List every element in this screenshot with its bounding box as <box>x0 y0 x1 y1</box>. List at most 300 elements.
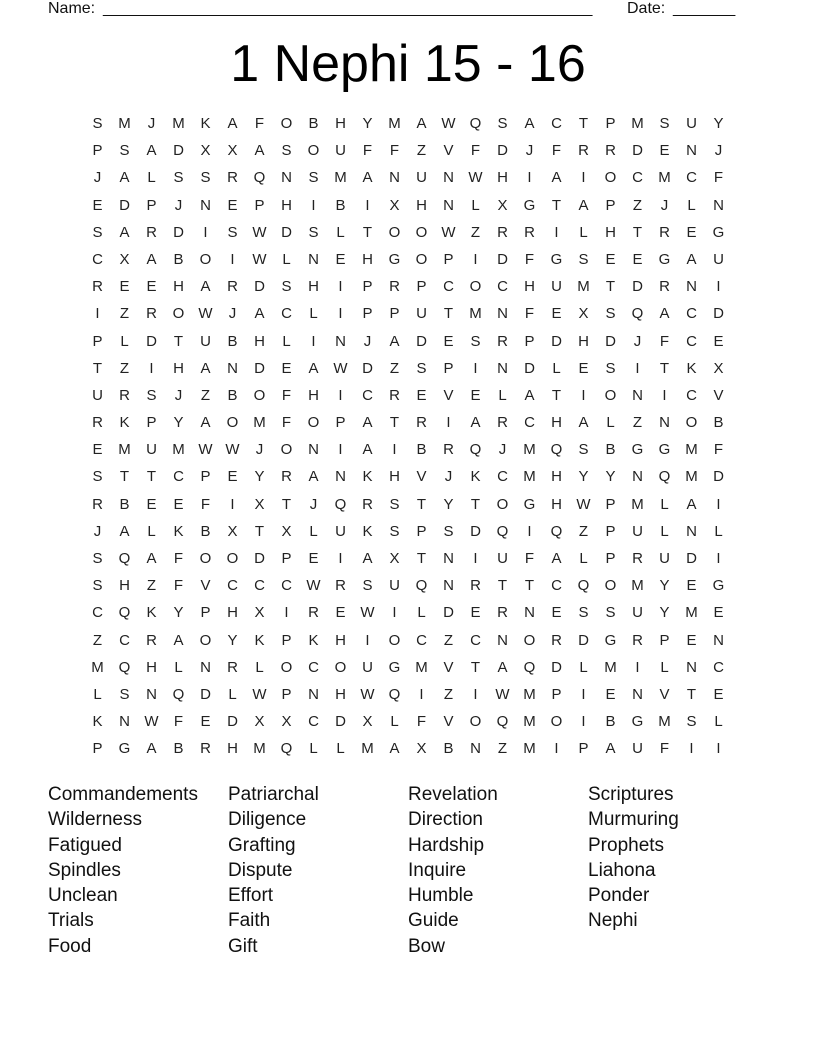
word-list-item: Revelation <box>408 784 498 805</box>
grid-letter: Q <box>415 577 428 595</box>
grid-letter: N <box>308 441 319 459</box>
grid-letter: O <box>199 631 212 649</box>
grid-letter: L <box>147 169 156 187</box>
grid-letter: J <box>444 468 453 486</box>
grid-row <box>84 549 732 576</box>
word-list-item: Trials <box>48 910 94 932</box>
grid-letter: A <box>578 414 589 432</box>
grid-letter: V <box>713 386 724 404</box>
grid-letter: R <box>659 223 670 241</box>
grid-letter: R <box>146 305 157 323</box>
grid-letter: H <box>362 250 373 268</box>
grid-letter: Q <box>334 495 347 513</box>
grid-letter: X <box>254 604 265 622</box>
grid-letter: L <box>147 522 156 540</box>
grid-letter: H <box>335 115 346 132</box>
grid-letter: D <box>173 223 184 241</box>
grid-letter: L <box>714 522 723 540</box>
grid-letter: N <box>308 685 319 703</box>
grid-letter: M <box>253 414 266 432</box>
grid-letter: S <box>362 577 373 595</box>
grid-letter: N <box>335 332 346 350</box>
grid-letter: U <box>200 332 211 350</box>
grid-letter: I <box>473 359 478 377</box>
grid-letter: C <box>362 386 373 404</box>
grid-letter: I <box>554 740 559 758</box>
grid-letter: Z <box>470 223 481 241</box>
grid-letter: O <box>523 631 536 649</box>
grid-letter: I <box>338 305 343 323</box>
grid-letter: S <box>659 115 670 132</box>
grid-letter: K <box>254 631 265 649</box>
grid-letter: D <box>362 359 373 377</box>
grid-letter: O <box>253 386 266 404</box>
grid-letter: H <box>335 685 346 703</box>
grid-letter: P <box>605 550 616 567</box>
grid-letter: A <box>146 250 157 268</box>
grid-letter: A <box>605 740 616 758</box>
grid-letter: B <box>173 250 184 268</box>
grid-letter: N <box>686 658 697 676</box>
grid-letter: I <box>581 169 586 187</box>
word-list-item: Scriptures <box>588 784 674 805</box>
grid-letter: X <box>578 305 589 323</box>
grid-letter: N <box>443 169 454 187</box>
grid-letter: A <box>119 169 130 187</box>
grid-letter: V <box>416 468 427 486</box>
grid-letter: N <box>443 550 454 567</box>
grid-letter: E <box>443 332 454 350</box>
grid-row <box>84 277 732 304</box>
grid-letter: G <box>712 223 725 241</box>
grid-letter: O <box>469 713 482 731</box>
grid-letter: U <box>632 604 643 622</box>
grid-letter: D <box>443 604 454 622</box>
grid-letter: P <box>362 305 373 323</box>
grid-letter: S <box>308 169 319 187</box>
grid-row <box>84 332 732 359</box>
grid-letter: P <box>146 414 157 432</box>
grid-letter: A <box>362 414 373 432</box>
grid-letter: W <box>495 685 510 703</box>
grid-letter: V <box>443 386 454 404</box>
grid-letter: U <box>497 550 508 567</box>
grid-letter: H <box>308 386 319 404</box>
grid-letter: X <box>362 713 373 731</box>
word-list-item: Murmuring <box>588 809 679 831</box>
word-column <box>588 782 768 959</box>
grid-letter: D <box>416 332 427 350</box>
grid-letter: I <box>716 740 721 758</box>
grid-letter: A <box>119 522 130 540</box>
grid-letter: Y <box>605 468 616 486</box>
grid-letter: Y <box>173 604 184 622</box>
grid-letter: E <box>227 468 238 486</box>
grid-letter: P <box>659 631 670 649</box>
grid-letter: I <box>149 359 154 377</box>
grid-letter: E <box>173 495 184 513</box>
grid-letter: A <box>551 550 562 567</box>
grid-letter: M <box>172 115 185 132</box>
grid-letter: P <box>335 414 346 432</box>
grid-letter: J <box>525 142 534 160</box>
grid-letter: C <box>92 250 103 268</box>
grid-letter: O <box>280 658 293 676</box>
grid-letter: E <box>713 604 724 622</box>
grid-letter: T <box>659 359 670 377</box>
grid-letter: R <box>443 441 454 459</box>
grid-letter: L <box>579 223 588 241</box>
grid-letter: H <box>119 577 130 595</box>
grid-letter: P <box>578 740 589 758</box>
grid-letter: C <box>308 713 319 731</box>
grid-letter: W <box>441 223 456 241</box>
grid-letter: N <box>713 196 724 214</box>
grid-letter: B <box>416 441 427 459</box>
grid-letter: P <box>605 196 616 214</box>
grid-letter: R <box>497 223 508 241</box>
grid-letter: S <box>389 522 400 540</box>
grid-letter: X <box>254 495 265 513</box>
grid-letter: S <box>578 441 589 459</box>
letter-grid <box>84 114 732 767</box>
grid-letter: W <box>252 250 267 268</box>
grid-row <box>84 250 732 277</box>
grid-letter: E <box>605 685 616 703</box>
grid-letter: S <box>92 577 103 595</box>
grid-letter: T <box>416 550 427 567</box>
grid-letter: T <box>524 577 535 595</box>
grid-letter: P <box>92 740 103 758</box>
grid-letter: A <box>146 142 157 160</box>
grid-letter: F <box>659 740 670 758</box>
grid-letter: A <box>254 305 265 323</box>
grid-letter: D <box>605 332 616 350</box>
grid-letter: K <box>173 522 184 540</box>
grid-letter: N <box>632 468 643 486</box>
grid-letter: R <box>362 495 373 513</box>
grid-letter: T <box>173 332 184 350</box>
word-list-item: Inquire <box>408 859 467 881</box>
grid-letter: L <box>498 386 507 404</box>
grid-letter: P <box>92 332 103 350</box>
grid-letter: Q <box>280 740 293 758</box>
grid-letter: T <box>416 495 427 513</box>
grid-letter: O <box>685 414 698 432</box>
grid-letter: W <box>360 685 375 703</box>
grid-letter: I <box>311 332 316 350</box>
grid-letter: C <box>470 631 481 649</box>
grid-letter: C <box>173 468 184 486</box>
grid-letter: J <box>255 441 264 459</box>
grid-letter: L <box>660 522 669 540</box>
grid-letter: E <box>551 305 562 323</box>
grid-letter: A <box>362 550 373 567</box>
grid-letter: P <box>443 250 454 268</box>
grid-letter: Q <box>172 685 185 703</box>
grid-letter: S <box>92 550 103 567</box>
grid-letter: N <box>200 196 211 214</box>
grid-letter: O <box>604 386 617 404</box>
grid-letter: N <box>146 685 157 703</box>
grid-letter: W <box>225 441 240 459</box>
grid-letter: U <box>632 522 643 540</box>
grid-letter: V <box>443 658 454 676</box>
grid-letter: R <box>524 223 535 241</box>
grid-letter: L <box>93 685 102 703</box>
grid-letter: C <box>443 278 454 296</box>
grid-row <box>84 141 732 168</box>
grid-letter: O <box>226 414 239 432</box>
grid-letter: S <box>686 713 697 731</box>
grid-letter: I <box>527 169 532 187</box>
word-list-item: Faith <box>228 910 271 932</box>
grid-letter: F <box>524 250 535 268</box>
grid-letter: M <box>361 740 374 758</box>
grid-letter: N <box>308 250 319 268</box>
grid-letter: G <box>523 495 536 513</box>
word-list-item: Direction <box>408 809 483 831</box>
grid-letter: B <box>443 740 454 758</box>
grid-letter: P <box>362 278 373 296</box>
grid-letter: I <box>635 658 640 676</box>
grid-letter: W <box>576 495 591 513</box>
grid-letter: F <box>254 115 265 132</box>
grid-letter: D <box>713 468 724 486</box>
grid-letter: M <box>631 115 644 132</box>
grid-letter: E <box>686 631 697 649</box>
grid-letter: U <box>335 142 346 160</box>
grid-letter: F <box>173 550 184 567</box>
grid-letter: J <box>93 169 102 187</box>
grid-letter: X <box>227 142 238 160</box>
grid-letter: O <box>388 223 401 241</box>
grid-letter: W <box>198 441 213 459</box>
grid-letter: Q <box>118 604 131 622</box>
grid-letter: R <box>605 142 616 160</box>
grid-letter: I <box>230 250 235 268</box>
date-label: Date: <box>627 0 666 17</box>
grid-letter: Z <box>443 631 454 649</box>
grid-letter: E <box>659 142 670 160</box>
grid-letter: R <box>92 495 103 513</box>
grid-letter: X <box>389 550 400 567</box>
grid-letter: H <box>281 196 292 214</box>
grid-letter: F <box>524 550 535 567</box>
grid-letter: M <box>523 713 536 731</box>
grid-letter: M <box>604 658 617 676</box>
grid-letter: L <box>282 332 291 350</box>
grid-letter: P <box>605 115 616 132</box>
grid-letter: X <box>227 522 238 540</box>
grid-letter: L <box>579 550 588 567</box>
grid-letter: E <box>416 386 427 404</box>
grid-letter: G <box>658 250 671 268</box>
grid-letter: K <box>308 631 319 649</box>
grid-letter: D <box>470 522 481 540</box>
grid-row <box>84 576 732 603</box>
grid-letter: O <box>199 550 212 567</box>
grid-letter: M <box>388 115 401 132</box>
grid-letter: L <box>309 522 318 540</box>
word-list-item: Commandements <box>48 784 198 805</box>
grid-letter: Q <box>496 713 509 731</box>
grid-letter: E <box>578 359 589 377</box>
grid-letter: T <box>389 414 400 432</box>
grid-letter: N <box>632 685 643 703</box>
grid-letter: N <box>227 359 238 377</box>
grid-letter: H <box>578 332 589 350</box>
grid-letter: M <box>658 713 671 731</box>
grid-letter: E <box>470 386 481 404</box>
grid-letter: Y <box>173 414 184 432</box>
word-list-item: Prophets <box>588 834 665 856</box>
grid-letter: I <box>473 685 478 703</box>
grid-letter: W <box>441 115 456 132</box>
grid-letter: D <box>281 223 292 241</box>
grid-letter: F <box>173 713 184 731</box>
grid-letter: F <box>281 414 292 432</box>
grid-letter: Y <box>578 468 589 486</box>
grid-letter: S <box>119 142 130 160</box>
grid-letter: C <box>281 305 292 323</box>
grid-row <box>84 603 732 630</box>
grid-letter: A <box>308 359 319 377</box>
grid-letter: E <box>308 550 319 567</box>
grid-letter: E <box>605 250 616 268</box>
word-list-item: Gift <box>228 935 258 957</box>
grid-letter: P <box>524 332 535 350</box>
grid-letter: V <box>443 713 454 731</box>
grid-letter: C <box>524 414 535 432</box>
grid-letter: S <box>389 495 400 513</box>
word-column <box>228 782 408 959</box>
grid-letter: T <box>146 468 157 486</box>
grid-letter: S <box>605 359 616 377</box>
grid-letter: E <box>713 685 724 703</box>
grid-letter: P <box>416 522 427 540</box>
grid-letter: F <box>389 142 400 160</box>
grid-letter: I <box>338 550 343 567</box>
grid-letter: D <box>632 278 643 296</box>
grid-letter: M <box>631 577 644 595</box>
word-list-item: Unclean <box>48 885 118 907</box>
grid-letter: R <box>389 278 400 296</box>
grid-letter: K <box>200 115 211 132</box>
grid-letter: I <box>716 495 721 513</box>
grid-letter: S <box>308 223 319 241</box>
grid-letter: W <box>252 223 267 241</box>
grid-letter: X <box>281 713 292 731</box>
grid-letter: R <box>632 550 643 567</box>
grid-letter: W <box>333 359 348 377</box>
grid-letter: A <box>389 740 400 758</box>
grid-letter: Q <box>388 685 401 703</box>
grid-letter: H <box>389 468 400 486</box>
grid-letter: D <box>254 550 265 567</box>
grid-letter: V <box>443 142 454 160</box>
grid-letter: C <box>227 577 238 595</box>
grid-letter: O <box>415 250 428 268</box>
grid-letter: V <box>200 577 211 595</box>
grid-letter: A <box>362 441 373 459</box>
grid-letter: V <box>659 685 670 703</box>
grid-letter: J <box>363 332 372 350</box>
grid-letter: D <box>686 550 697 567</box>
grid-letter: J <box>174 386 183 404</box>
grid-letter: E <box>281 359 292 377</box>
grid-letter: Z <box>578 522 589 540</box>
grid-letter: M <box>118 115 131 132</box>
grid-letter: F <box>470 142 481 160</box>
grid-letter: O <box>307 414 320 432</box>
grid-letter: P <box>605 495 616 513</box>
grid-letter: B <box>227 386 238 404</box>
grid-letter: C <box>686 305 697 323</box>
grid-letter: U <box>416 169 427 187</box>
grid-letter: G <box>712 577 725 595</box>
grid-letter: N <box>281 169 292 187</box>
grid-letter: B <box>605 441 616 459</box>
grid-letter: X <box>713 359 724 377</box>
word-list-item: Patriarchal <box>228 784 319 805</box>
grid-letter: K <box>92 713 103 731</box>
grid-letter: A <box>200 278 211 296</box>
grid-letter: O <box>172 305 185 323</box>
grid-letter: G <box>550 250 563 268</box>
name-field[interactable]: _______________________________________________________ <box>103 0 593 17</box>
grid-letter: L <box>390 713 399 731</box>
grid-letter: K <box>362 522 373 540</box>
grid-letter: F <box>416 713 427 731</box>
grid-letter: F <box>713 441 724 459</box>
grid-letter: C <box>686 169 697 187</box>
grid-letter: X <box>281 522 292 540</box>
grid-letter: C <box>281 577 292 595</box>
grid-letter: L <box>687 196 696 214</box>
word-list-item: Humble <box>408 885 474 907</box>
grid-letter: C <box>713 658 724 676</box>
grid-letter: D <box>551 332 562 350</box>
grid-letter: N <box>119 713 130 731</box>
grid-row <box>84 739 732 766</box>
grid-letter: W <box>306 577 321 595</box>
grid-letter: M <box>685 468 698 486</box>
grid-letter: Q <box>577 577 590 595</box>
grid-letter: J <box>309 495 318 513</box>
grid-letter: I <box>95 305 100 323</box>
grid-letter: M <box>334 169 347 187</box>
date-field[interactable]: _______ <box>673 0 736 17</box>
grid-letter: B <box>200 522 211 540</box>
grid-row <box>84 223 732 250</box>
grid-letter: E <box>470 604 481 622</box>
grid-letter: W <box>252 685 267 703</box>
grid-letter: Z <box>92 631 103 649</box>
word-list-item: Nephi <box>588 910 638 932</box>
grid-letter: N <box>659 414 670 432</box>
grid-letter: Q <box>523 658 536 676</box>
grid-letter: D <box>524 359 535 377</box>
grid-letter: A <box>524 115 535 132</box>
grid-letter: F <box>659 332 670 350</box>
grid-letter: U <box>659 550 670 567</box>
grid-letter: D <box>497 142 508 160</box>
word-list-item: Grafting <box>228 834 296 856</box>
grid-letter: I <box>473 250 478 268</box>
grid-letter: S <box>605 604 616 622</box>
grid-letter: I <box>581 713 586 731</box>
